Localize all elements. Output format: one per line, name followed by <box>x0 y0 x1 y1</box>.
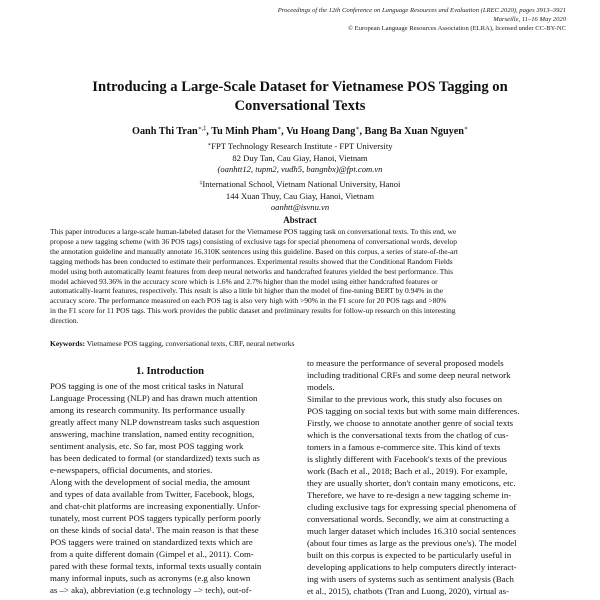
text-line: and chat-chit platforms are increasing exponentially. Unfor- <box>50 501 261 511</box>
text-line: models. <box>307 382 335 392</box>
affiliation-2-address: 144 Xuan Thuy, Cau Giay, Hanoi, Vietnam <box>225 190 375 201</box>
keywords-line <box>50 339 550 349</box>
abstract-line: direction. <box>50 316 79 326</box>
text-line: among its research community. Its performance usually <box>50 405 246 415</box>
author-2: Tu Minh Pham <box>211 126 278 137</box>
affiliation-2-text: International School, Vietnam National University, Hanoi <box>202 179 401 189</box>
author-3: Vu Hoang Dang <box>286 126 356 137</box>
proceedings-location: Marseille, 11–16 May 2020 <box>493 16 566 23</box>
affiliation-1-mark: ∗ <box>207 142 212 148</box>
abstract-line: model using both automatically learnt features from deep neural networks and handcrafted features yielded the best performance. This <box>50 266 454 276</box>
affiliation-2-name <box>60 178 540 191</box>
text-line: built on this corpus is expected to be particularly useful in <box>307 550 512 560</box>
abstract-line: the annotation guideline and manually annotate 16.310K sentences using this guideline. Based on this corpus, a series of state-of-the-art <box>50 246 459 256</box>
license-line: © European Language Resources Association (ELRA), licensed under CC-BY-NC <box>348 25 566 32</box>
text-line: they are usually shorter, don't contain many emoticons, etc. <box>307 478 516 488</box>
text-line: including traditional CRFs and some deep neural network <box>307 370 511 380</box>
affiliation-2 <box>60 178 540 214</box>
text-line: cluding exclusive tags for expressing special phenomena of <box>307 502 517 512</box>
text-line: e-newspapers, official documents, and stories. <box>50 465 213 475</box>
text-line: Similar to the previous work, this study also focuses on <box>307 394 502 404</box>
text-line: conversational words. Secondly, we aim at constructing a <box>307 514 509 524</box>
text-line: answering, machine translation, named entity recognition, <box>50 429 255 439</box>
section-heading: 1. Introduction <box>135 366 205 377</box>
abstract-line: This paper introduces a large-scale human-labeled dataset for the Vietnamese POS tagging task on conversational texts. To this end, we <box>50 227 457 236</box>
text-line: greatly affect many NLP downstream tasks such asquestion <box>50 417 260 427</box>
abstract-line: tagging methods has been conducted to estimate their performances. Experimental results showed that the Conditional Random Fields <box>50 256 453 266</box>
affiliation-1 <box>60 140 540 176</box>
text-line: to measure the performance of several proposed models <box>307 358 504 368</box>
text-line: which is the conversational texts from the chatlog of cus- <box>307 430 509 440</box>
text-line: has been dedicated to formal (or standardized) texts such as <box>50 453 260 463</box>
paper-title <box>60 78 540 116</box>
author-2-mark: ∗ <box>277 126 282 132</box>
author-separator: , <box>359 126 365 137</box>
affiliation-2-email: oanhtt@isvnu.vn <box>270 202 330 213</box>
text-line: developing applications to help computers directly interact- <box>307 562 517 572</box>
right-column <box>307 357 552 597</box>
author-4: Bang Ba Xuan Nguyen <box>364 126 464 137</box>
text-line: tomers in a famous e-commerce site. This kind of texts <box>307 442 501 452</box>
affiliation-1-name <box>60 140 540 153</box>
text-line: much larger dataset which includes 16.310 social sentences <box>307 526 516 536</box>
text-line: is slightly different with Facebook's texts of the previous <box>307 454 507 464</box>
author-separator: , <box>206 126 212 137</box>
text-line: and types of data available from Twitter, Facebook, blogs, <box>50 489 255 499</box>
text-line: many informal inputs, such as acronyms (e.g also known <box>50 573 251 583</box>
abstract-heading: Abstract <box>283 215 317 225</box>
proceedings-line: Proceedings of the 12th Conference on Language Resources and Evaluation (LREC 2020), pages 3913–3921 <box>277 7 566 14</box>
text-line: Language Processing (NLP) and has drawn much attention <box>50 393 258 403</box>
affiliation-1-emails: (oanhtt12, tupm2, vudh5, bangnbx)@fpt.com.vn <box>217 164 383 175</box>
abstract-body <box>50 227 550 326</box>
abstract-line: automatically-learnt features, respectively. This result is also a little bit higher than the model of fine-tuning BERT by 0.94% in the <box>50 286 444 296</box>
text-line: POS tagging on social texts but with some main differences. <box>307 406 520 416</box>
text-line: on these kinds of social data¹. The main reason is that these <box>50 525 259 535</box>
text-line: work (Bach et al., 2018; Bach et al., 2019). For example, <box>307 466 508 476</box>
text-line: Therefore, we have to re-design a new tagging scheme in- <box>307 490 512 500</box>
text-line: Along with the development of social media, the amount <box>50 477 251 487</box>
text-line: from a quite different domain (Gimpel et al., 2011). Com- <box>50 549 254 559</box>
author-3-mark: ∗ <box>355 126 360 132</box>
text-line: pared with these formal texts, informal texts usually contain <box>50 561 262 571</box>
author-1-mark: ∗,‡ <box>197 126 207 132</box>
text-line: tunately, most current POS taggers typically perform poorly <box>50 513 261 523</box>
proceedings-header <box>216 6 566 33</box>
author-4-mark: ∗ <box>463 126 468 132</box>
affiliation-1-text: FPT Technology Research Institute - FPT University <box>211 141 393 151</box>
abstract-line: model achieved 93.36% in the accuracy score which is 1.6% and 2.7% higher than the model using either handcrafted features or <box>50 276 438 286</box>
text-line: POS taggers were trained on standardized texts which are <box>50 537 253 547</box>
author-list <box>60 125 540 137</box>
abstract-line: in the F1 score for 11 POS tags. This work provides the public dataset and preliminary results for follow-up research on this interesting <box>50 306 456 316</box>
abstract-line: accuracy score. The performance measured on each POS tag is also very high with >90% in the F1 score for 20 POS tags and >80% <box>50 296 447 306</box>
keywords-label: Keywords: <box>50 339 85 348</box>
text-line: (about four times as large as the previous one's). The model <box>307 538 517 548</box>
affiliation-2-mark: ‡ <box>199 180 203 186</box>
title-line-2: Conversational Texts <box>234 98 366 114</box>
abstract-line: propose a new tagging scheme (with 36 POS tags) consisting of exclusive tags for special phenomena of conversational words, develop <box>50 236 457 246</box>
keywords-text: Vietnamese POS tagging, conversational texts, CRF, neural networks <box>85 339 295 348</box>
text-line: POS tagging is one of the most critical tasks in Natural <box>50 381 244 391</box>
text-line: Firstly, we choose to annotate another genre of social texts <box>307 418 514 428</box>
title-line-1: Introducing a Large-Scale Dataset for Vietnamese POS Tagging on <box>92 79 508 95</box>
affiliation-1-address: 82 Duy Tan, Cau Giay, Hanoi, Vietnam <box>232 152 368 163</box>
text-line: et al., 2015), chatbots (Tran and Luong, 2020), virtual as- <box>307 586 509 596</box>
text-line: sentiment analysis, etc. So far, most POS tagging work <box>50 441 244 451</box>
text-line: ing with users of systems such as sentiment analysis (Bach <box>307 574 514 584</box>
author-1: Oanh Thi Tran <box>132 126 198 137</box>
author-separator: , <box>281 126 287 137</box>
left-column <box>50 380 293 596</box>
text-line: as –> aka), abbreviation (e.g technology –> tech), out-of- <box>50 585 252 595</box>
